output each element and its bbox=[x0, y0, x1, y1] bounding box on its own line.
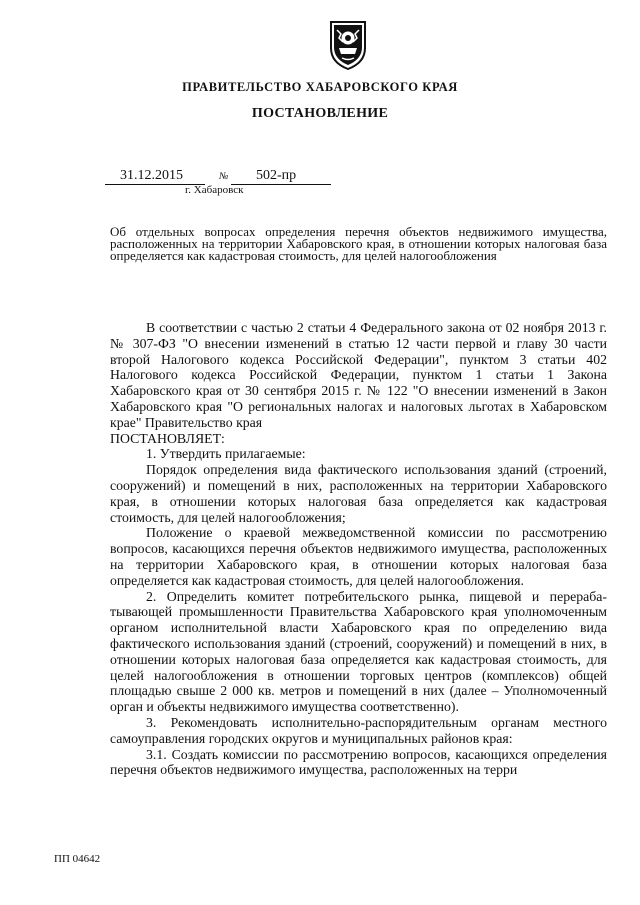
preamble-paragraph: В соответствии с частью 2 статьи 4 Федерального закона от 02 ноября 2013 г. № 307-ФЗ "О внесении изменений в статью 12 части первой и главу 30 части второй Налогового кодекса Российской Федерации", пунктом 3 статьи 402 Налогового кодекса Российской Федерации, пунктом 1 статьи 1 Закона Хабаровского края от 30 сентября 2015 г. № 122 "О внесении изменений в Закон Хабаровского края "О региональных налогах и налоговых льготах в Хабаровском крае" Правительство края bbox=[110, 320, 607, 430]
coat-of-arms-icon bbox=[327, 18, 369, 70]
clause-2: 2. Определить комитет потребительского рынка, пищевой и перерабатывающей промышленности Правительства Хабаровского края уполномоченным органом исполнительной власти Хабаровского края по определению вида фактического использования зданий (строений, сооружений) и помещений в них, в отношении которых налоговая база определяется как кадастровая стоимость, для целей налогообложения в отношении торговых центров (комплексов) общей площадью свыше 2 000 кв. метров и помещений в них (далее – Уполномоченный орган и объекты недвижимого имущества соответственно). bbox=[110, 588, 607, 715]
document-date: 31.12.2015 bbox=[120, 168, 183, 183]
document-type: ПОСТАНОВЛЕНИЕ bbox=[251, 106, 389, 121]
resolves-heading: ПОСТАНОВЛЯЕТ: bbox=[110, 430, 225, 446]
footer-code: ПП 04642 bbox=[54, 853, 101, 865]
clause-3: 3. Рекомендовать исполнительно-распорядительным органам местного самоуправления городских округов и муниципальных районов края: bbox=[110, 714, 607, 746]
number-underline bbox=[231, 184, 331, 185]
city-name: г. Хабаровск bbox=[185, 184, 244, 196]
document-title: Об отдельных вопросах определения перечня объектов недвижимого имущества, расположенных на территории Хабаровского края, в отношении которых налоговая база определяется как кадастровая стоимость, для целей налогообложения bbox=[110, 224, 607, 263]
clause-1: 1. Утвердить прилагаемые: bbox=[146, 446, 306, 462]
document-body bbox=[110, 320, 607, 778]
organization-name: ПРАВИТЕЛЬСТВО ХАБАРОВСКОГО КРАЯ bbox=[182, 80, 458, 94]
number-sign: № bbox=[219, 171, 229, 182]
document-number: 502-пр bbox=[256, 168, 297, 183]
clause-1-item-1: Порядок определения вида фактического использования зданий (строений, сооружений) и помещений в них, расположенных на территории Хабаровского края, в отношении которых налоговая база определяется как кадастровая стоимость, для целей налогообложения; bbox=[110, 462, 607, 525]
clause-1-item-2: Положение о краевой межведомственной комиссии по рассмотрению вопросов, касающихся перечня объектов недвижимого имущества, расположенных на территории Хабаровского края, в отношении которых налоговая база определяется как кадастровая стоимость, для целей налогообложения. bbox=[110, 525, 607, 588]
clause-3-1: 3.1. Создать комиссии по рассмотрению вопросов, касающихся определения перечня объектов недвижимого имущества, расположенных на терри bbox=[110, 746, 607, 778]
